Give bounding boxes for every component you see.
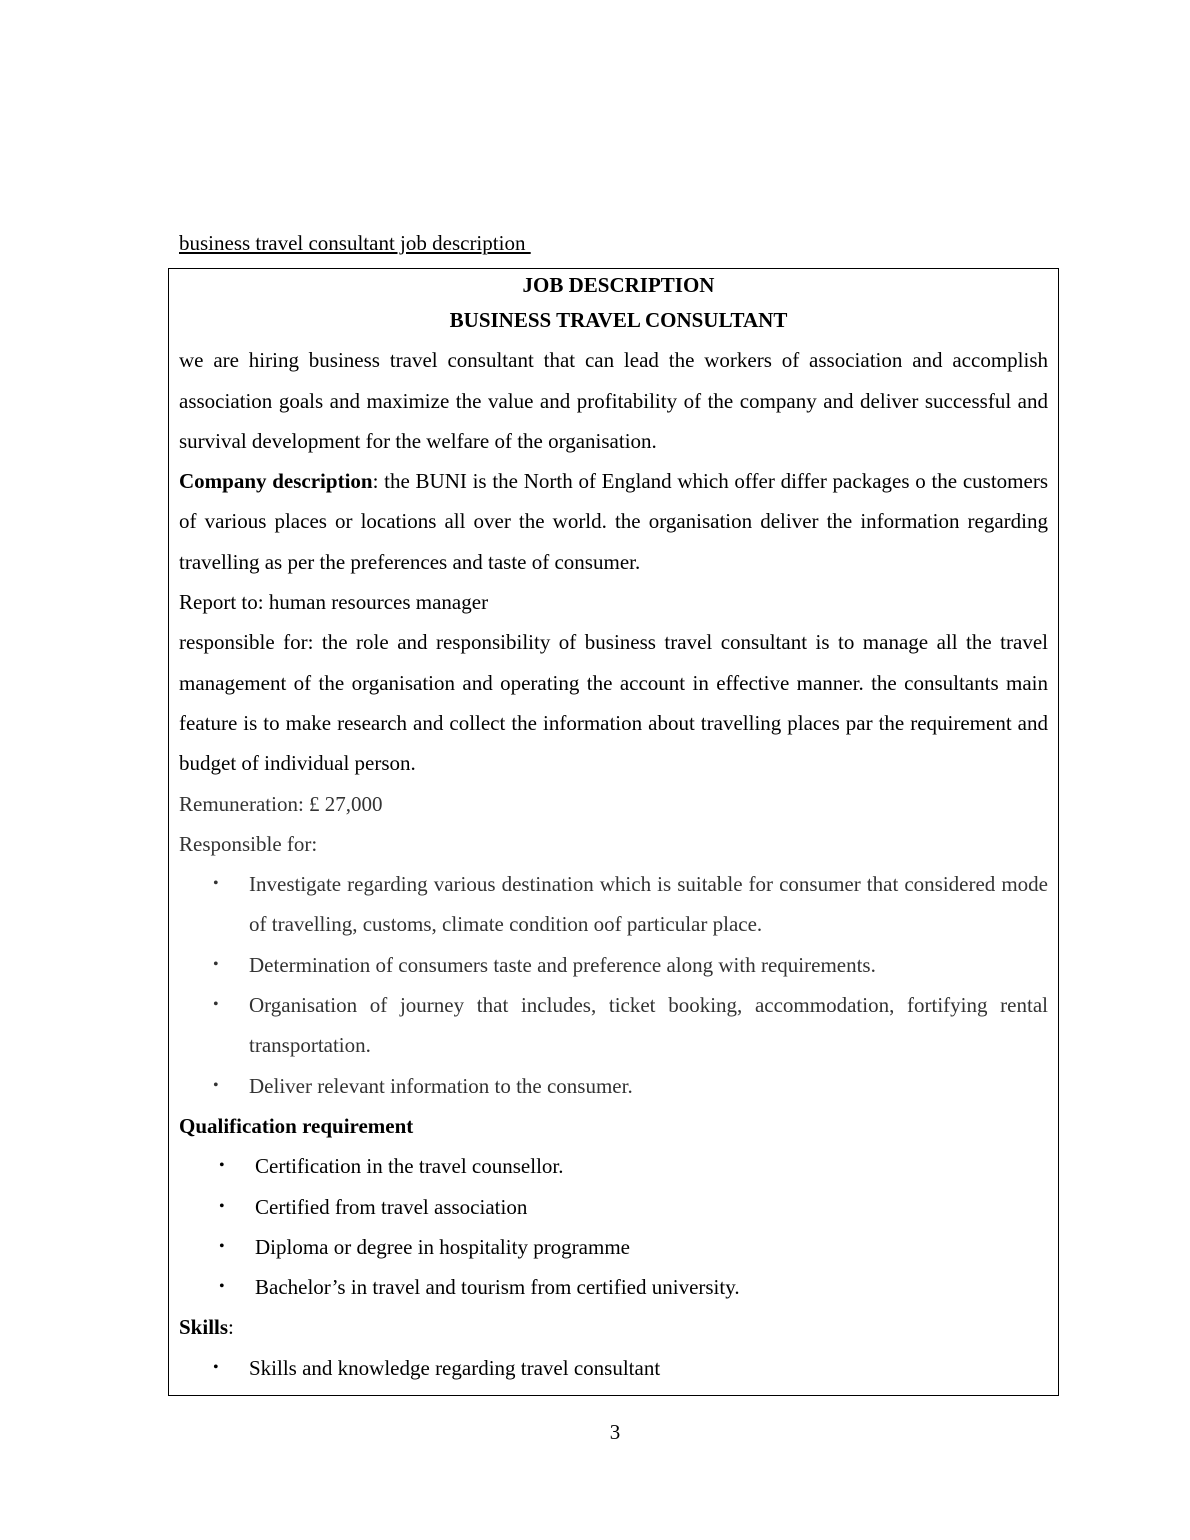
list-item [179, 864, 1048, 945]
skills-label: Skills [179, 1315, 229, 1340]
bullet-icon: • [213, 996, 219, 1014]
list-item-text: Certification in the travel counsellor. [255, 1154, 564, 1179]
skills-heading [179, 1307, 1048, 1347]
list-item-text: Skills and knowledge regarding travel consultant [249, 1355, 661, 1380]
list-item-text: Deliver relevant information to the consumer. [249, 1073, 633, 1098]
list-item-text: Investigate regarding various destination which is suitable for consumer that considered mode of travelling, customs, climate condition oof particular place. [249, 872, 1048, 937]
bullet-icon: • [219, 1278, 225, 1296]
bullet-icon: • [219, 1197, 225, 1215]
list-item [179, 1187, 1048, 1227]
intro-paragraph: we are hiring business travel consultant that can lead the workers of association and accomplish association goals and maximize the value and profitability of the company and deliver successful and survival development for the welfare of the organisation. [179, 348, 1048, 453]
list-item [179, 1348, 1048, 1388]
job-title: BUSINESS TRAVEL CONSULTANT [449, 308, 788, 332]
bullet-icon: • [213, 1358, 219, 1376]
responsible-summary: responsible for: the role and responsibility of business travel consultant is to manage all the travel management of the organisation and operating the account in effective manner. the consultants main feature is to make research and collect the information about travelling places par the requirement and budget of individual person. [179, 630, 1048, 776]
list-item-text: Organisation of journey that includes, ticket booking, accommodation, fortifying rental transportation. [249, 993, 1048, 1058]
list-item-text: Certified from travel association [255, 1194, 528, 1219]
list-item-text: Determination of consumers taste and preference along with requirements. [249, 952, 876, 977]
responsibilities-list [179, 864, 1048, 1106]
company-description-label: Company description [179, 469, 373, 494]
list-item [179, 1227, 1048, 1267]
skills-list [179, 1348, 1048, 1388]
bullet-icon: • [213, 955, 219, 973]
qualifications-list [179, 1146, 1048, 1307]
skills-colon: : [228, 1315, 234, 1340]
bullet-icon: • [213, 1076, 219, 1094]
company-description [179, 461, 1048, 582]
list-item [179, 945, 1048, 985]
remuneration: Remuneration: £ 27,000 [179, 791, 383, 816]
report-to: Report to: human resources manager [179, 590, 489, 615]
bullet-icon: • [219, 1157, 225, 1175]
list-item-text: Diploma or degree in hospitality programme [255, 1234, 630, 1259]
company-description-text: : the BUNI is the North of England which offer differ packages o the customers of various places or locations all over the world. the organisation deliver the information regarding travelling as per the preferences and taste of consumer. [179, 469, 1048, 574]
responsible-heading: Responsible for: [179, 831, 318, 856]
list-item [179, 1267, 1048, 1307]
bullet-icon: • [213, 875, 219, 893]
list-item [179, 1146, 1048, 1186]
qualification-heading: Qualification requirement [179, 1113, 414, 1138]
bullet-icon: • [219, 1237, 225, 1255]
page-heading: business travel consultant job description [179, 231, 531, 255]
list-item [179, 985, 1048, 1066]
page-number: 3 [609, 1420, 621, 1444]
document-title: JOB DESCRIPTION [522, 273, 715, 297]
job-description-box [168, 268, 1059, 1396]
list-item [179, 1066, 1048, 1106]
list-item-text: Bachelor’s in travel and tourism from certified university. [255, 1275, 740, 1300]
